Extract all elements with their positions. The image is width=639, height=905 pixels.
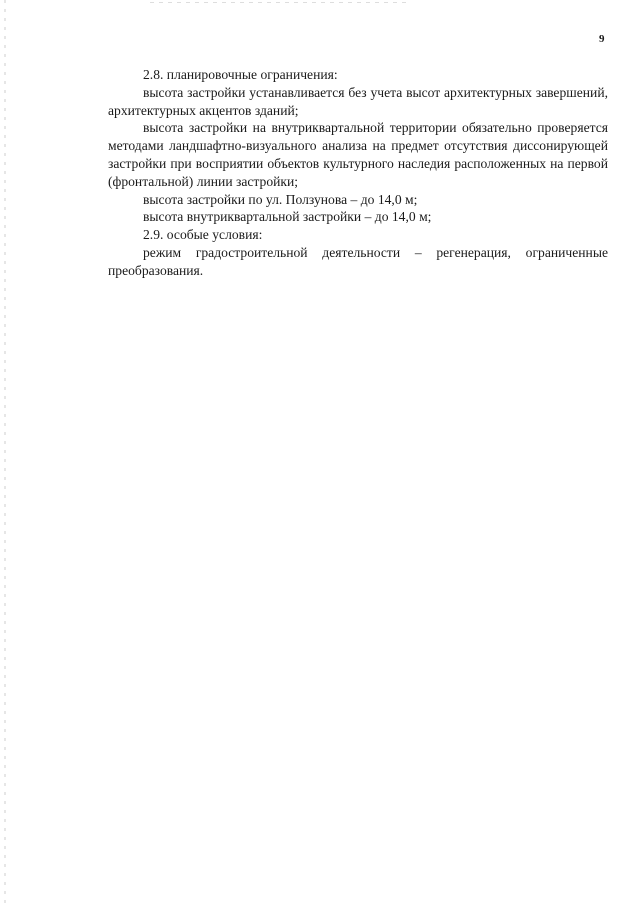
paragraph-regime: режим градостроительной деятельности – регенерация, ограниченные преобразования. xyxy=(108,244,608,278)
section-heading-2-9: 2.9. особые условия: xyxy=(143,227,263,243)
paragraph-street-height: высота застройки по ул. Ползунова – до 14,0 м; xyxy=(143,191,418,207)
page-number: 9 xyxy=(599,33,605,45)
scan-edge-left xyxy=(4,0,6,905)
section-heading-2-8: 2.8. планировочные ограничения: xyxy=(143,67,338,82)
paragraph-height-rule: высота застройки устанавливается без учета высот архитектурных завершений, архитектурных акцентов зданий; xyxy=(108,84,608,118)
scan-edge-top xyxy=(150,2,410,3)
document-body xyxy=(108,66,608,280)
paragraph-inner-block-check: высота застройки на внутриквартальной территории обязательно проверяется методами ландшафтно-визуального анализа на предмет отсутствия диссонирующей застройки при восприятии объектов культурного наследия расположенных на первой (фронтальной) линии застройки; xyxy=(108,120,608,189)
paragraph-inner-height: высота внутриквартальной застройки – до 14,0 м; xyxy=(143,209,432,225)
